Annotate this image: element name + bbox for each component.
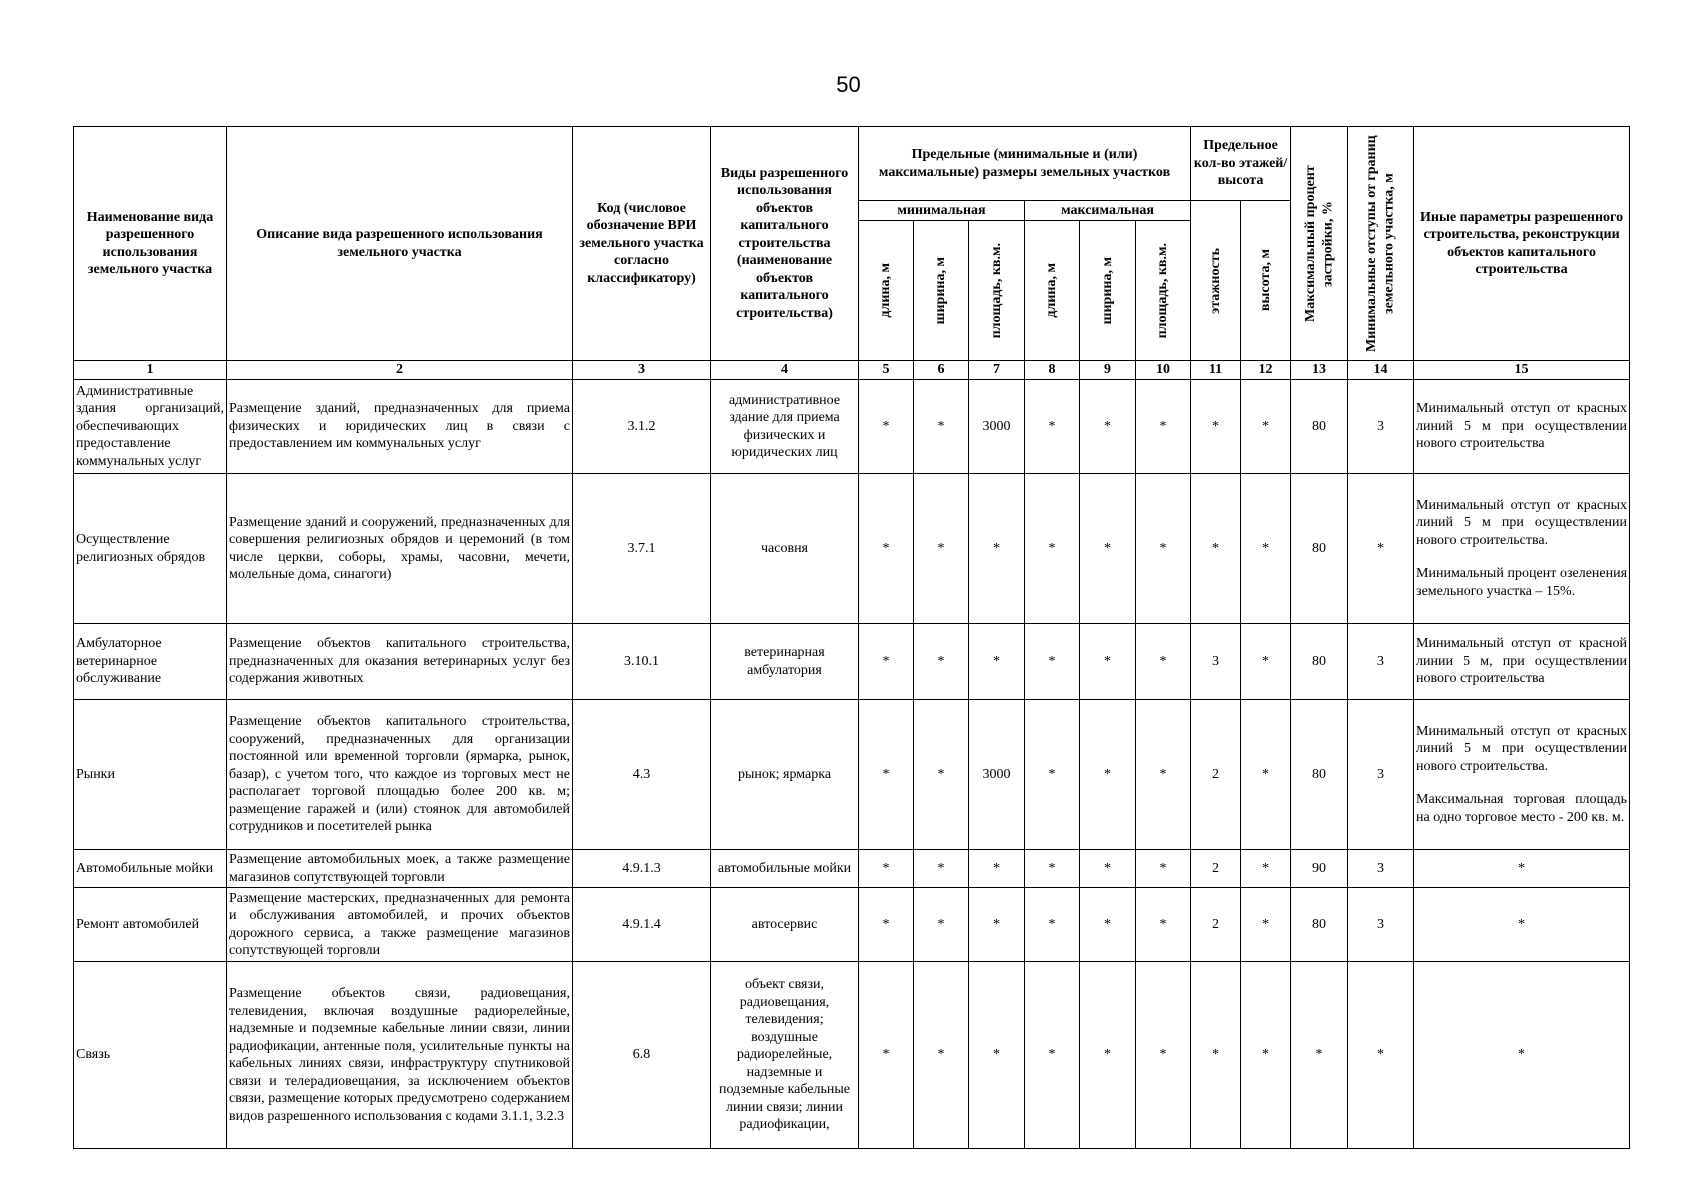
use-objects: объект связи, радиовещания, телевидения; воздушные радиорелейные, надземные и подземные кабельные линии связи; линии радиофикации, (711, 962, 859, 1149)
value-cell: 2 (1191, 888, 1241, 962)
value-cell: * (1136, 700, 1191, 850)
use-description: Размещение объектов капитального строительства, предназначенных для оказания ветеринарных услуг без содержания животных (227, 624, 573, 700)
value-cell: * (914, 380, 969, 474)
value-cell: * (1025, 962, 1080, 1149)
header-other-params: Иные параметры разрешенного строительства, реконструкции объектов капитального строительства (1414, 127, 1630, 361)
use-name: Ремонт автомобилей (74, 888, 227, 962)
use-objects: часовня (711, 474, 859, 624)
other-param-text: Минимальный отступ от красных линий 5 м при осуществлении нового строительства. (1416, 497, 1628, 548)
value-cell: * (969, 962, 1025, 1149)
value-cell: * (1191, 962, 1241, 1149)
value-cell: * (1136, 850, 1191, 888)
value-cell: * (1080, 624, 1136, 700)
col-number: 12 (1241, 361, 1291, 380)
value-cell: 80 (1291, 474, 1348, 624)
value-cell: 3 (1348, 624, 1414, 700)
col-number: 13 (1291, 361, 1348, 380)
other-param-text: Минимальный отступ от красной линии 5 м, при осуществлении нового строительства (1416, 636, 1628, 687)
value-cell: * (1080, 962, 1136, 1149)
value-cell: * (1191, 474, 1241, 624)
use-code: 3.10.1 (573, 624, 711, 700)
use-code: 3.7.1 (573, 474, 711, 624)
other-params (1414, 380, 1630, 474)
value-cell: * (859, 850, 914, 888)
value-cell: 3 (1348, 700, 1414, 850)
value-cell: * (914, 888, 969, 962)
value-cell: 3 (1348, 888, 1414, 962)
col-number: 1 (74, 361, 227, 380)
table-row (74, 850, 1630, 888)
value-cell: 3000 (969, 700, 1025, 850)
value-cell: * (1080, 380, 1136, 474)
header-max-width: ширина, м (1080, 221, 1136, 361)
value-cell: * (1241, 850, 1291, 888)
other-param-text: Минимальный отступ от красных линий 5 м при осуществлении нового строительства (1416, 401, 1628, 452)
col-number: 9 (1080, 361, 1136, 380)
use-description: Размещение зданий, предназначенных для приема физических и юридических лиц в связи с предоставлением им коммунальных услуг (227, 380, 573, 474)
value-cell: * (1348, 474, 1414, 624)
value-cell: * (859, 888, 914, 962)
use-name: Административные здания организаций, обеспечивающих предоставление коммунальных услуг (74, 380, 227, 474)
col-number: 8 (1025, 361, 1080, 380)
use-code: 4.3 (573, 700, 711, 850)
table-row (74, 624, 1630, 700)
value-cell: 3 (1348, 850, 1414, 888)
value-cell: * (1025, 888, 1080, 962)
use-code: 3.1.2 (573, 380, 711, 474)
other-params: * (1414, 850, 1630, 888)
col-number: 7 (969, 361, 1025, 380)
value-cell: * (1136, 474, 1191, 624)
value-cell: * (1241, 888, 1291, 962)
header-min-length: длина, м (859, 221, 914, 361)
col-number: 3 (573, 361, 711, 380)
header-code: Код (числовое обозначение ВРИ земельного участка согласно классификатору) (573, 127, 711, 361)
header-plot-sizes: Предельные (минимальные и (или) максимальные) размеры земельных участков (859, 127, 1191, 201)
value-cell: * (859, 624, 914, 700)
col-number: 10 (1136, 361, 1191, 380)
col-number: 5 (859, 361, 914, 380)
column-numbers-row (74, 361, 1630, 380)
value-cell: * (1241, 962, 1291, 1149)
header-description: Описание вида разрешенного использования земельного участка (227, 127, 573, 361)
value-cell: * (914, 624, 969, 700)
other-param-text: Минимальный процент озеленения земельного участка – 15%. (1416, 566, 1628, 599)
use-description: Размещение объектов связи, радиовещания, телевидения, включая воздушные радиорелейные, надземные и подземные кабельные линии связи, линии радиофикации, антенные поля, усилительные пункты на кабельных линиях связи, инфраструктуру спутниковой связи и телерадиовещания, за исключением объектов связи, размещение которых предусмотрено содержанием видов разрешенного использования с кодами 3.1.1, 3.2.3 (227, 962, 573, 1149)
use-objects: рынок; ярмарка (711, 700, 859, 850)
value-cell: 90 (1291, 850, 1348, 888)
other-params (1414, 474, 1630, 624)
value-cell: * (1080, 850, 1136, 888)
value-cell: * (1241, 474, 1291, 624)
value-cell: * (1241, 700, 1291, 850)
header-floors-group: Предельное кол-во этажей/ высота (1191, 127, 1291, 201)
value-cell: * (859, 962, 914, 1149)
other-params (1414, 624, 1630, 700)
use-name: Рынки (74, 700, 227, 850)
header-height: высота, м (1241, 201, 1291, 361)
use-code: 6.8 (573, 962, 711, 1149)
use-objects: административное здание для приема физических и юридических лиц (711, 380, 859, 474)
value-cell: * (1080, 474, 1136, 624)
value-cell: 2 (1191, 850, 1241, 888)
col-number: 15 (1414, 361, 1630, 380)
value-cell: * (1025, 700, 1080, 850)
header-name: Наименование вида разрешенного использования земельного участка (74, 127, 227, 361)
value-cell: * (1080, 888, 1136, 962)
value-cell: 3 (1191, 624, 1241, 700)
header-max-percent: Максимальный процент застройки, % (1291, 127, 1348, 361)
other-params: * (1414, 888, 1630, 962)
value-cell: 80 (1291, 380, 1348, 474)
table-row (74, 700, 1630, 850)
value-cell: 3 (1348, 380, 1414, 474)
header-minimum: минимальная (859, 201, 1025, 221)
header-floors: этажность (1191, 201, 1241, 361)
value-cell: * (1348, 962, 1414, 1149)
value-cell: * (969, 888, 1025, 962)
value-cell: 2 (1191, 700, 1241, 850)
use-objects: автосервис (711, 888, 859, 962)
use-name: Автомобильные мойки (74, 850, 227, 888)
value-cell: * (1080, 700, 1136, 850)
value-cell: 80 (1291, 888, 1348, 962)
value-cell: * (914, 474, 969, 624)
table-row (74, 962, 1630, 1149)
header-min-area: площадь, кв.м. (969, 221, 1025, 361)
use-description: Размещение зданий и сооружений, предназначенных для совершения религиозных обрядов и церемоний (в том числе церкви, соборы, храмы, часовни, мечети, молельные дома, синагоги) (227, 474, 573, 624)
value-cell: * (1025, 474, 1080, 624)
value-cell: * (1191, 380, 1241, 474)
header-max-area: площадь, кв.м. (1136, 221, 1191, 361)
use-objects: ветеринарная амбулатория (711, 624, 859, 700)
use-objects: автомобильные мойки (711, 850, 859, 888)
value-cell: * (1241, 380, 1291, 474)
value-cell: 3000 (969, 380, 1025, 474)
use-name: Связь (74, 962, 227, 1149)
value-cell: * (1136, 962, 1191, 1149)
value-cell: * (1291, 962, 1348, 1149)
other-param-text: Максимальная торговая площадь на одно торговое место - 200 кв. м. (1416, 792, 1628, 825)
use-name: Осуществление религиозных обрядов (74, 474, 227, 624)
value-cell: * (1025, 624, 1080, 700)
use-code: 4.9.1.4 (573, 888, 711, 962)
header-min-width: ширина, м (914, 221, 969, 361)
other-params: * (1414, 962, 1630, 1149)
col-number: 14 (1348, 361, 1414, 380)
header-maximum: максимальная (1025, 201, 1191, 221)
value-cell: * (1136, 624, 1191, 700)
value-cell: * (859, 700, 914, 850)
value-cell: * (969, 850, 1025, 888)
value-cell: 80 (1291, 624, 1348, 700)
col-number: 11 (1191, 361, 1241, 380)
zoning-table (73, 126, 1630, 1149)
table-row (74, 380, 1630, 474)
value-cell: * (969, 624, 1025, 700)
value-cell: * (914, 850, 969, 888)
value-cell: * (859, 380, 914, 474)
page-number: 50 (836, 72, 861, 97)
other-param-text: Минимальный отступ от красных линий 5 м при осуществлении нового строительства. (1416, 723, 1628, 774)
col-number: 2 (227, 361, 573, 380)
header-max-length: длина, м (1025, 221, 1080, 361)
value-cell: 80 (1291, 700, 1348, 850)
use-description: Размещение автомобильных моек, а также размещение магазинов сопутствующей торговли (227, 850, 573, 888)
value-cell: * (1241, 624, 1291, 700)
table-row (74, 888, 1630, 962)
table-row (74, 474, 1630, 624)
value-cell: * (859, 474, 914, 624)
header-min-setback: Минимальные отступы от границ земельного участка, м (1348, 127, 1414, 361)
value-cell: * (1136, 888, 1191, 962)
value-cell: * (914, 962, 969, 1149)
value-cell: * (1136, 380, 1191, 474)
use-description: Размещение объектов капитального строительства, сооружений, предназначенных для организации постоянной или временной торговли (ярмарка, рынок, базар), с учетом того, что каждое из торговых мест не располагает торговой площадью более 200 кв. м; размещение гаражей и (или) стоянок для автомобилей сотрудников и посетителей рынка (227, 700, 573, 850)
value-cell: * (1025, 380, 1080, 474)
value-cell: * (914, 700, 969, 850)
header-objects: Виды разрешенного использования объектов капитального строительства (наименование объектов капитального строительства) (711, 127, 859, 361)
other-params (1414, 700, 1630, 850)
value-cell: * (1025, 850, 1080, 888)
col-number: 4 (711, 361, 859, 380)
use-code: 4.9.1.3 (573, 850, 711, 888)
use-name: Амбулаторное ветеринарное обслуживание (74, 624, 227, 700)
use-description: Размещение мастерских, предназначенных для ремонта и обслуживания автомобилей, и прочих объектов дорожного сервиса, а также размещение магазинов сопутствующей торговли (227, 888, 573, 962)
value-cell: * (969, 474, 1025, 624)
col-number: 6 (914, 361, 969, 380)
